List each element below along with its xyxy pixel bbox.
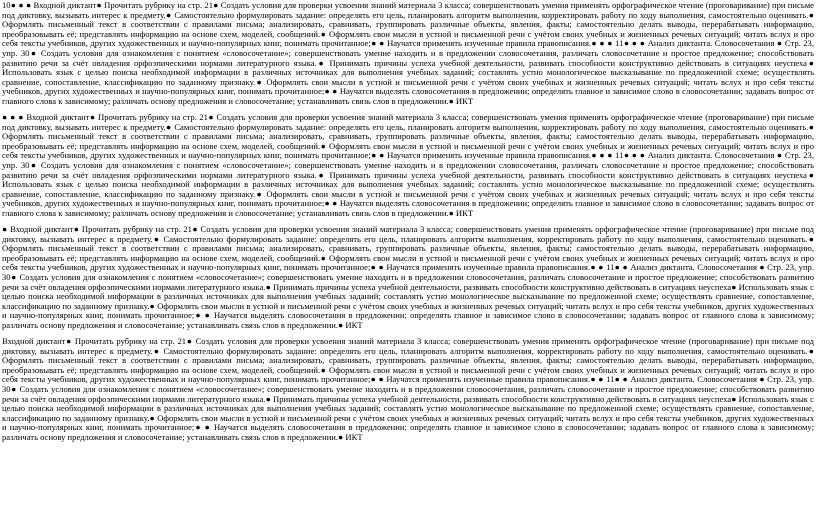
paragraph-4: Входной диктант● Прочитать рубрику на стр. 21● Создать условия для проверки усвоения знаний материала 3 класса; совершенствовать умения применять орфографическое чтение (проговаривание) при письме под диктовку, вызывать интерес к предмету.● Самостоятельно формулировать задание: определять его цель, планировать алгоритм выполнения, корректировать работу по ходу выполнения, самостоятельно оценивать.● Оформлять письменный текст в соответствии с правилами письма; анализировать, сравнивать, группировать различные объекты, явления, факты; самостоятельно делать выводы, перерабатывать информацию, преобразовывать её; представлять информацию на основе схем, моделей, сообщений.● Оформлять свои мысли в устной и письменной речи с учётом своих учебных и жизненных речевых ситуаций; читать вслух и про себя тексты учебников, других художественных и научно-популярных книг, понимать прочитанное;● ● Научатся применять изученные правила правописания.● ● 11● ● Анализ диктанта. Словосочетания ● Стр. 23, упр. 30● Создать условия для ознакомления с понятием «словосочетание»; совершенствовать умение находить и в предложении словосочетания, различать словосочетание и простое предложение; способствовать развитию речи за счёт овладения орфоэпическими нормами литературного языка.● Принимать причины успеха учебной деятельности, развивать способности конструктивно действовать в ситуациях неуспеха● Использовать язык с целью поиска необходимой информации в различных источниках для выполнения учебных заданий; составлять устно монологическое высказывание по предложенной схеме; осуществлять сравнение, сопоставление, классификацию по заданному признаку.● Оформлять свои мысли в устной и письменной речи с учётом своих учебных и жизненных речевых ситуаций; читать вслух и про себя тексты учебников, других художественных и научно-популярных книг, понимать прочитанное;● ● Научатся выделять словосочетания в предложении; определять главное и зависимое слово в словосочетании; задавать вопрос от главного слова к зависимому; различать основу предложения и словосочетание; устанавливать связь слов в предложении.● ИКТ (2, 336, 814, 443)
paragraph-2: ● ● ● Входной диктант● Прочитать рубрику на стр. 21● Создать условия для проверки усвоения знаний материала 3 класса; совершенствовать умения применять орфографическое чтение (проговаривание) при письме под диктовку, вызывать интерес к предмету.● Самостоятельно формулировать задание: определять его цель, планировать алгоритм выполнения, корректировать работу по ходу выполнения, самостоятельно оценивать.● Оформлять письменный текст в соответствии с правилами письма; анализировать, сравнивать, группировать различные объекты, явления, факты; самостоятельно делать выводы, перерабатывать информацию, преобразовывать её; представлять информацию на основе схем, моделей, сообщений.● Оформлять свои мысли в устной и письменной речи с учётом своих учебных и жизненных речевых ситуаций; читать вслух и про себя тексты учебников, других художественных и научно-популярных книг, понимать прочитанное;● ● Научатся применять изученные правила правописания.● ● ● 11● ● ● Анализ диктанта. Словосочетания ● Стр. 23, упр. 30● Создать условия для ознакомления с понятием «словосочетание»; совершенствовать умение находить и в предложении словосочетания, различать словосочетание и простое предложение; способствовать развитию речи за счёт овладения орфоэпическими нормами литературного языка.● Принимать причины успеха учебной деятельности, развивать способности конструктивно действовать в ситуациях неуспеха● Использовать язык с целью поиска необходимой информации в различных источниках для выполнения учебных заданий; составлять устно монологическое высказывание по предложенной схеме; осуществлять сравнение, сопоставление, классификацию по заданному признаку.● Оформлять свои мысли в устной и письменной речи с учётом своих учебных и жизненных речевых ситуаций; читать вслух и про себя тексты учебников, других художественных и научно-популярных книг, понимать прочитанное;● ● Научатся выделять словосочетания в предложении; определять главное и зависимое слово в словосочетании; задавать вопрос от главного слова к зависимому; различать основу предложения и словосочетание; устанавливать связь слов в предложении.● ИКТ (2, 112, 814, 218)
paragraph-1: 10● ● ● Входной диктант● Прочитать рубрику на стр. 21● Создать условия для проверки усвоения знаний материала 3 класса; совершенствовать умения применять орфографическое чтение (проговаривание) при письме под диктовку, вызывать интерес к предмету.● Самостоятельно формулировать задание: определять его цель, планировать алгоритм выполнения, корректировать работу по ходу выполнения, самостоятельно оценивать.● Оформлять письменный текст в соответствии с правилами письма; анализировать, сравнивать, группировать различные объекты, явления, факты; самостоятельно делать выводы, перерабатывать информацию, преобразовывать её; представлять информацию на основе схем, моделей, сообщений.● Оформлять свои мысли в устной и письменной речи с учётом своих учебных и жизненных речевых ситуаций; читать вслух и про себя тексты учебников, других художественных и научно-популярных книг, понимать прочитанное;● ● Научатся применять изученные правила правописания.● ● ● 11● ● ● Анализ диктанта. Словосочетания ● Стр. 23, упр. 30● Создать условия для ознакомления с понятием «словосочетание»; совершенствовать умение находить и в предложении словосочетания, различать словосочетание и простое предложение; способствовать развитию речи за счёт овладения орфоэпическими нормами литературного языка.● Принимать причины успеха учебной деятельности, развивать способности конструктивно действовать в ситуациях неуспеха● Использовать язык с целью поиска необходимой информации в различных источниках для выполнения учебных заданий; составлять устно монологическое высказывание по предложенной схеме; осуществлять сравнение, сопоставление, классификацию по заданному признаку.● Оформлять свои мысли в устной и письменной речи с учётом своих учебных и жизненных речевых ситуаций; читать вслух и про себя тексты учебников, других художественных и научно-популярных книг, понимать прочитанное;● ● Научатся выделять словосочетания в предложении; определять главное и зависимое слово в словосочетании; задавать вопрос от главного слова к зависимому; различать основу предложения и словосочетание; устанавливать связь слов в предложении.● ИКТ (2, 0, 814, 106)
paragraph-3: ● Входной диктант● Прочитать рубрику на стр. 21● Создать условия для проверки усвоения знаний материала 3 класса; совершенствовать умения применять орфографическое чтение (проговаривание) при письме под диктовку, вызывать интерес к предмету.● Самостоятельно формулировать задание: определять его цель, планировать алгоритм выполнения, корректировать работу по ходу выполнения, самостоятельно оценивать.● Оформлять письменный текст в соответствии с правилами письма; анализировать, сравнивать, группировать различные объекты, явления, факты; самостоятельно делать выводы, перерабатывать информацию, преобразовывать её; представлять информацию на основе схем, моделей, сообщений.● Оформлять свои мысли в устной и письменной речи с учётом своих учебных и жизненных речевых ситуаций; читать вслух и про себя тексты учебников, других художественных и научно-популярных книг, понимать прочитанное;● ● Научатся применять изученные правила правописания.● ● 11● ● Анализ диктанта. Словосочетания ● Стр. 23, упр. 30● Создать условия для ознакомления с понятием «словосочетание»; совершенствовать умение находить и в предложении словосочетания, различать словосочетание и простое предложение; способствовать развитию речи за счёт овладения орфоэпическими нормами литературного языка.● Принимать причины успеха учебной деятельности, развивать способности конструктивно действовать в ситуациях неуспеха● Использовать язык с целью поиска необходимой информации в различных источниках для выполнения учебных заданий; составлять устно монологическое высказывание по предложенной схеме; осуществлять сравнение, сопоставление, классификацию по заданному признаку.● Оформлять свои мысли в устной и письменной речи с учётом своих учебных и жизненных речевых ситуаций; читать вслух и про себя тексты учебников, других художественных и научно-популярных книг, понимать прочитанное;● ● Научатся выделять словосочетания в предложении; определять главное и зависимое слово в словосочетании; задавать вопрос от главного слова к зависимому; различать основу предложения и словосочетание; устанавливать связь слов в предложении.● ИКТ (2, 224, 814, 330)
